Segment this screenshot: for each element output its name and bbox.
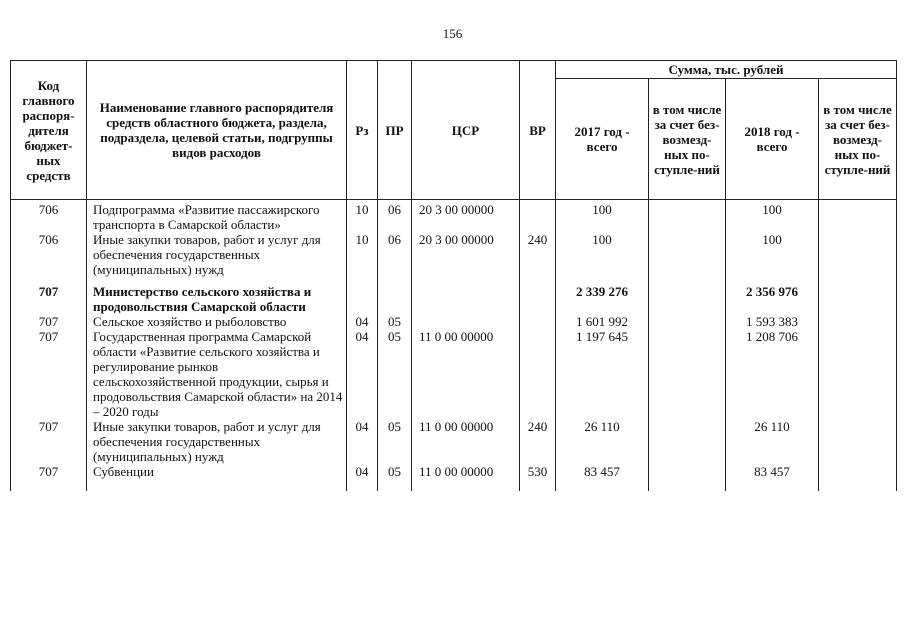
row-csr: 11 0 00 00000: [412, 464, 520, 479]
table-row: [11, 329, 897, 419]
budget-table: [10, 60, 897, 491]
row-free-2018: [819, 329, 897, 419]
row-name: Иные закупки товаров, работ и услуг для обеспечения государственных (муниципальных) нужд: [87, 232, 347, 277]
row-pr: 05: [378, 314, 412, 329]
row-free-2017: [649, 284, 726, 314]
row-csr: 20 3 00 00000: [412, 200, 520, 233]
row-free-2017: [649, 329, 726, 419]
row-pr: [378, 284, 412, 314]
row-csr: 20 3 00 00000: [412, 232, 520, 277]
row-sum-2018: 83 457: [726, 464, 819, 479]
row-sum-2017: 100: [556, 232, 649, 277]
row-csr: 11 0 00 00000: [412, 329, 520, 419]
header-sum-group: Сумма, тыс. рублей: [556, 61, 897, 79]
row-rz: [347, 284, 378, 314]
row-free-2018: [819, 200, 897, 233]
row-vr: 240: [520, 232, 556, 277]
row-free-2017: [649, 314, 726, 329]
row-csr: [412, 314, 520, 329]
header-2018-total: 2018 год - всего: [726, 79, 819, 200]
row-csr: [412, 284, 520, 314]
row-sum-2018: 100: [726, 200, 819, 233]
header-2017-free: в том числе за счет без-возмезд-ных по-ступле-ний: [649, 79, 726, 200]
row-sum-2018: 1 593 383: [726, 314, 819, 329]
row-pr: 06: [378, 200, 412, 233]
row-sum-2017: 2 339 276: [556, 284, 649, 314]
row-name: Субвенции: [87, 464, 347, 479]
row-sum-2018: 2 356 976: [726, 284, 819, 314]
row-spacer: [11, 277, 897, 284]
table-row: [11, 419, 897, 464]
row-rz: 10: [347, 232, 378, 277]
row-sum-2017: 26 110: [556, 419, 649, 464]
header-vr: ВР: [520, 61, 556, 200]
row-code: 707: [11, 284, 87, 314]
table-row: [11, 232, 897, 277]
header-2018-free: в том числе за счет без-возмезд-ных по-ступле-ний: [819, 79, 897, 200]
row-pr: 05: [378, 464, 412, 479]
table-row: [11, 464, 897, 479]
row-rz: 04: [347, 464, 378, 479]
row-name: Подпрограмма «Развитие пассажирского транспорта в Самарской области»: [87, 200, 347, 233]
row-free-2017: [649, 464, 726, 479]
row-csr: 11 0 00 00000: [412, 419, 520, 464]
row-sum-2017: 83 457: [556, 464, 649, 479]
table-body: [11, 200, 897, 492]
row-name: Сельское хозяйство и рыболовство: [87, 314, 347, 329]
row-code: 706: [11, 232, 87, 277]
row-free-2018: [819, 284, 897, 314]
row-free-2018: [819, 314, 897, 329]
row-spacer: [11, 479, 897, 491]
row-sum-2017: 1 197 645: [556, 329, 649, 419]
table-row: [11, 284, 897, 314]
row-name: Министерство сельского хозяйства и продовольствия Самарской области: [87, 284, 347, 314]
row-rz: 10: [347, 200, 378, 233]
row-vr: [520, 329, 556, 419]
row-code: 707: [11, 329, 87, 419]
row-free-2018: [819, 419, 897, 464]
row-rz: 04: [347, 419, 378, 464]
row-pr: 05: [378, 329, 412, 419]
header-2017-total: 2017 год - всего: [556, 79, 649, 200]
row-code: 707: [11, 314, 87, 329]
row-name: Иные закупки товаров, работ и услуг для обеспечения государственных (муниципальных) нужд: [87, 419, 347, 464]
row-pr: 05: [378, 419, 412, 464]
row-free-2017: [649, 232, 726, 277]
row-free-2018: [819, 232, 897, 277]
row-vr: [520, 200, 556, 233]
row-free-2018: [819, 464, 897, 479]
header-csr: ЦСР: [412, 61, 520, 200]
row-sum-2017: 1 601 992: [556, 314, 649, 329]
row-free-2017: [649, 200, 726, 233]
row-code: 707: [11, 464, 87, 479]
page-number: 156: [442, 26, 463, 41]
table-row: [11, 314, 897, 329]
row-vr: [520, 284, 556, 314]
row-code: 706: [11, 200, 87, 233]
row-sum-2018: 26 110: [726, 419, 819, 464]
row-sum-2018: 100: [726, 232, 819, 277]
header-name: Наименование главного распорядителя средств областного бюджета, раздела, подраздела, целевой статьи, подгруппы видов расходов: [87, 61, 347, 200]
row-vr: [520, 314, 556, 329]
header-pr: ПР: [378, 61, 412, 200]
row-sum-2018: 1 208 706: [726, 329, 819, 419]
row-sum-2017: 100: [556, 200, 649, 233]
row-rz: 04: [347, 329, 378, 419]
table-header: [11, 61, 897, 200]
row-name: Государственная программа Самарской области «Развитие сельского хозяйства и регулирование рынков сельскохозяйственной продукции, сырья и продовольствия Самарской области» на 2014 – 2020 годы: [87, 329, 347, 419]
row-code: 707: [11, 419, 87, 464]
header-code: Код главного распоря-дителя бюджет-ных средств: [11, 61, 87, 200]
header-rz: Рз: [347, 61, 378, 200]
row-vr: 530: [520, 464, 556, 479]
row-vr: 240: [520, 419, 556, 464]
table-row: [11, 200, 897, 233]
row-free-2017: [649, 419, 726, 464]
row-rz: 04: [347, 314, 378, 329]
row-pr: 06: [378, 232, 412, 277]
